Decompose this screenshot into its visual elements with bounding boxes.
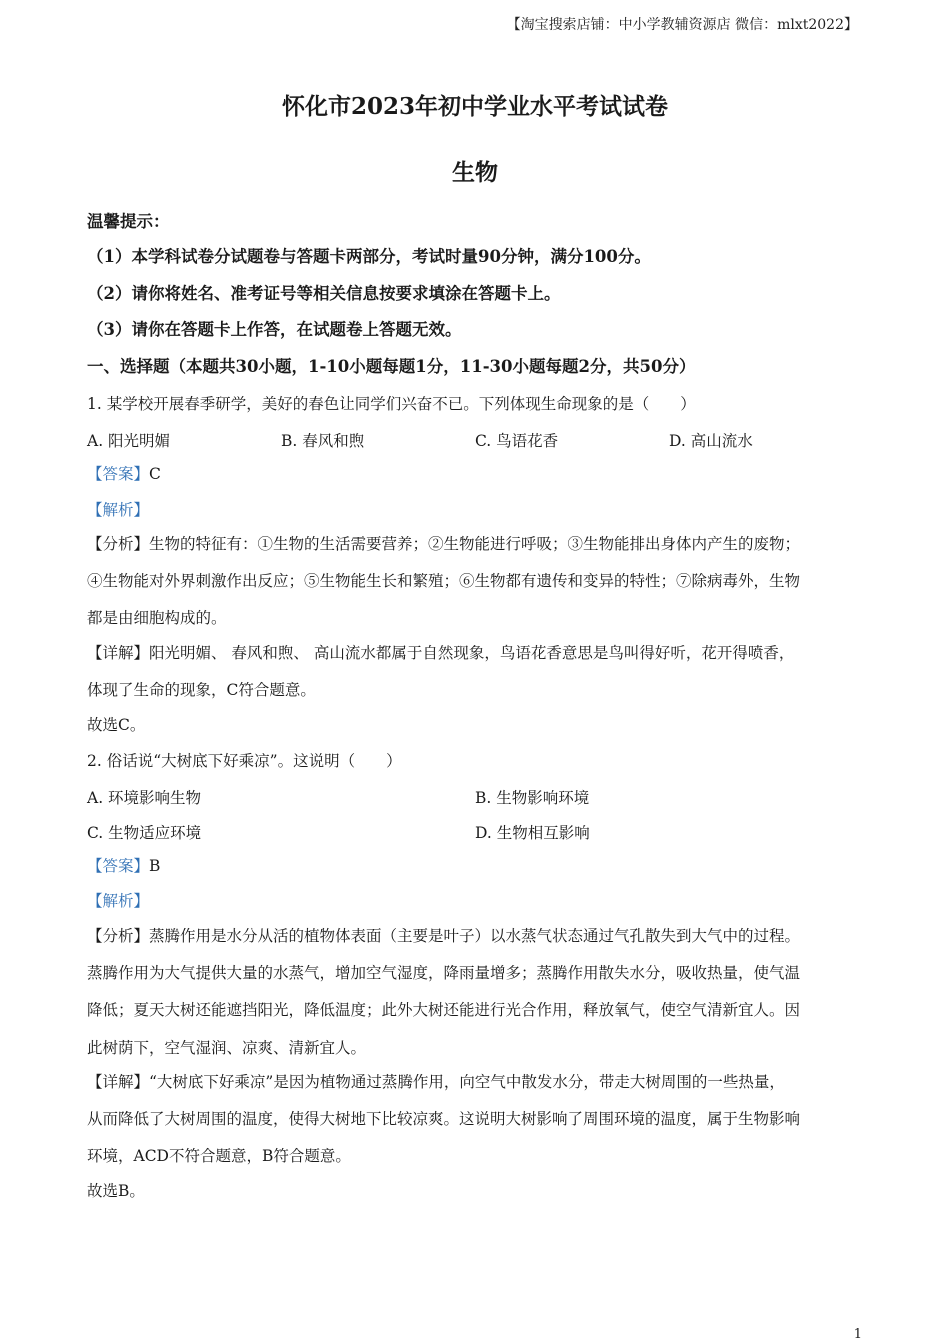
tip-1: （1）本学科试卷分试题卷与答题卡两部分，考试时量90分钟，满分100分。 — [87, 247, 651, 266]
q1-detail-line: 【详解】阳光明媚、 春风和煦、 高山流水都属于自然现象，鸟语花香意思是鸟叫得好听，花开得喷香， — [87, 644, 795, 662]
q2-answer-tag: 【答案】 — [87, 857, 150, 875]
q1-conclusion: 故选C。 — [87, 716, 146, 734]
q1-option-c: C. 鸟语花香 — [475, 432, 559, 450]
section-heading: 一、选择题（本题共30小题，1-10小题每题1分，11-30小题每题2分，共50分） — [87, 357, 696, 376]
q2-conclusion: 故选B。 — [87, 1182, 145, 1200]
q1-option-a: A. 阳光明媚 — [87, 432, 171, 450]
tips-heading: 温馨提示： — [87, 212, 170, 231]
q2-detail-line: 【详解】“大树底下好乘凉”是因为植物通过蒸腾作用，向空气中散发水分，带走大树周围的一些热量， — [87, 1073, 785, 1091]
page-number: 1 — [853, 1327, 862, 1342]
q1-answer-tag: 【答案】 — [87, 465, 150, 483]
q1-option-b: B. 春风和煦 — [281, 432, 365, 450]
q1-fenxi-line: 都是由细胞构成的。 — [87, 609, 227, 627]
q2-option-a: A. 环境影响生物 — [87, 789, 202, 807]
q1-fenxi-line: ④生物能对外界刺激作出反应；⑤生物能生长和繁殖；⑥生物都有遗传和变异的特性；⑦除病毒外，生物 — [87, 572, 801, 590]
exam-title: 怀化市2023年初中学业水平考试试卷 — [281, 93, 668, 120]
q1-fenxi-line: 【分析】生物的特征有：①生物的生活需要营养；②生物能进行呼吸；③生物能排出身体内产生的废物； — [87, 535, 801, 553]
q2-answer-value: B — [149, 857, 161, 875]
q2-fenxi-line: 蒸腾作用为大气提供大量的水蒸气，增加空气湿度，降雨量增多；蒸腾作用散失水分，吸收热量，使气温 — [87, 964, 801, 982]
q1-option-d: D. 高山流水 — [669, 432, 753, 450]
q2-fenxi-line: 【分析】蒸腾作用是水分从活的植物体表面（主要是叶子）以水蒸气状态通过气孔散失到大气中的过程。 — [87, 927, 801, 945]
q1-stem: 1. 某学校开展春季研学，美好的春色让同学们兴奋不已。下列体现生命现象的是（ ） — [87, 395, 696, 413]
subject-title: 生物 — [452, 159, 498, 186]
header-note: 【淘宝搜索店铺：中小学教辅资源店 微信：mlxt2022】 — [506, 17, 858, 33]
q2-fenxi-line: 此树荫下，空气湿润、凉爽、清新宜人。 — [87, 1039, 367, 1057]
q2-stem: 2. 俗话说“大树底下好乘凉”。这说明（ ） — [87, 752, 402, 770]
q2-detail-line: 环境，ACD不符合题意，B符合题意。 — [87, 1147, 351, 1165]
q2-fenxi-line: 降低；夏天大树还能遮挡阳光，降低温度；此外大树还能进行光合作用，释放氧气，使空气清新宜人。因 — [87, 1001, 801, 1019]
tip-2: （2）请你将姓名、准考证号等相关信息按要求填涂在答题卡上。 — [87, 284, 561, 303]
q2-option-c: C. 生物适应环境 — [87, 824, 202, 842]
q2-analysis-tag: 【解析】 — [87, 892, 150, 910]
q1-answer-value: C — [149, 465, 161, 483]
q2-answer — [87, 856, 862, 876]
q2-detail-line: 从而降低了大树周围的温度，使得大树地下比较凉爽。这说明大树影响了周围环境的温度，属于生物影响 — [87, 1110, 801, 1128]
tip-3: （3）请你在答题卡上作答，在试题卷上答题无效。 — [87, 320, 462, 339]
q2-option-d: D. 生物相互影响 — [475, 824, 590, 842]
q1-detail-line: 体现了生命的现象，C符合题意。 — [87, 681, 316, 699]
q2-option-b: B. 生物影响环境 — [475, 789, 590, 807]
q1-analysis-tag: 【解析】 — [87, 501, 150, 519]
q1-answer — [87, 464, 862, 484]
